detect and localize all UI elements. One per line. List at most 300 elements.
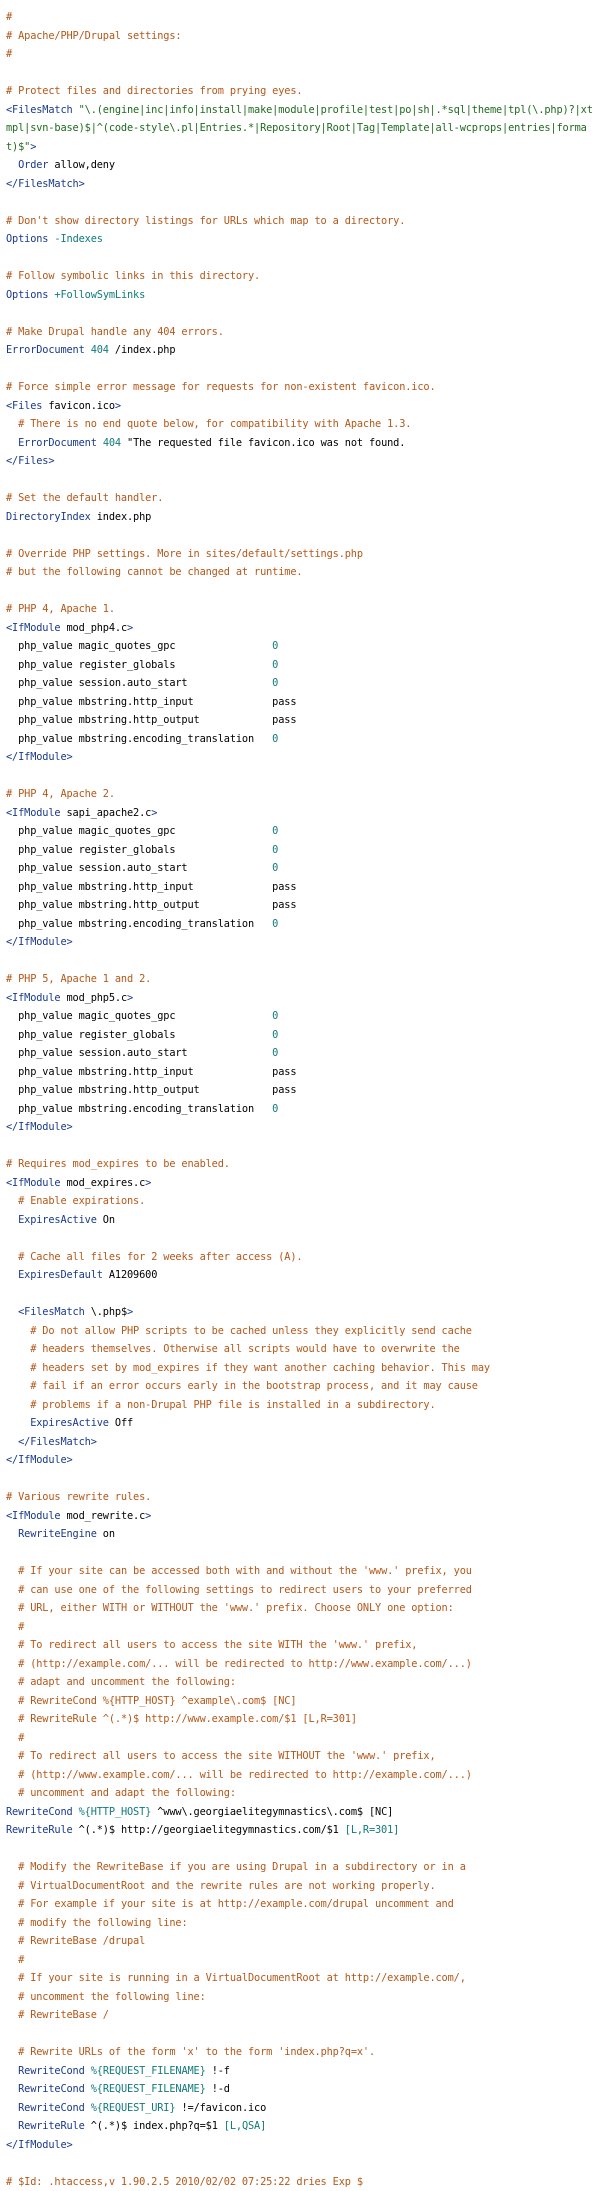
code-token-directive: </IfModule> [6,751,73,763]
code-token-text [6,1639,18,1651]
code-token-comment: # [18,1732,24,1744]
code-token-comment: # Protect files and directories from prying eyes. [6,85,302,97]
code-line [6,1877,596,1896]
code-line [6,1377,596,1396]
code-token-directive: RewriteCond [18,2102,85,2114]
code-token-text: ^(.*)$ index.php?q=$1 [85,2120,224,2132]
code-line [6,1988,596,2007]
code-token-comment: # VirtualDocumentRoot and the rewrite rules are not working properly. [18,1880,435,1892]
code-line [6,1803,596,1822]
code-line [6,8,596,27]
code-line [6,1414,596,1433]
code-line [6,1359,596,1378]
code-token-text [6,1251,18,1263]
code-token-value: 0 [272,659,278,671]
code-line [6,415,596,434]
code-token-text [6,2120,18,2132]
code-token-text: php_value magic_quotes_gpc [6,825,272,837]
code-token-directive: ExpiresActive [18,1214,97,1226]
code-line [6,730,596,749]
code-token-directive: <IfModule [6,807,60,819]
code-line [6,1710,596,1729]
code-token-value: [L,R=301] [345,1824,399,1836]
code-line [6,1063,596,1082]
code-token-text [6,1787,18,1799]
code-token-text: /index.php [109,344,176,356]
code-line [6,989,596,1008]
code-line [6,1581,596,1600]
code-line [6,2006,596,2025]
code-token-comment: # can use one of the following settings to redirect users to your preferred [18,1584,472,1596]
code-token-text: Off [109,1417,133,1429]
code-line [6,378,596,397]
code-token-text [6,2065,18,2077]
code-token-value: %{REQUEST_FILENAME} [91,2083,206,2095]
code-token-directive: <IfModule [6,992,60,1004]
code-line [6,600,596,619]
code-line [6,526,596,545]
code-token-value: 0 [272,1029,278,1041]
code-token-text [6,1991,18,2003]
code-token-text [6,1565,18,1577]
code-token-text [6,1306,18,1318]
code-token-value: 0 [272,862,278,874]
code-token-text [6,1769,18,1781]
code-line [6,1821,596,1840]
code-token-directive: ExpiresActive [30,1417,109,1429]
code-line [6,1784,596,1803]
code-token-comment: # headers themselves. Otherwise all scripts would have to overwrite the [30,1343,460,1355]
code-listing [6,8,596,2191]
code-line [6,1118,596,1137]
code-token-directive: </Files> [6,455,54,467]
code-line [6,1914,596,1933]
code-line [6,637,596,656]
code-line [6,656,596,675]
code-token-text: !-f [206,2065,230,2077]
code-line [6,1248,596,1267]
code-line [6,1562,596,1581]
code-token-directive: > [115,400,121,412]
code-token-text [6,1214,18,1226]
code-token-comment: # Override PHP settings. More in sites/default/settings.php [6,548,363,560]
code-token-text: \.php$ [85,1306,127,1318]
code-token-comment: # If your site can be accessed both with and without the 'www.' prefix, you [18,1565,472,1577]
code-line [6,471,596,490]
code-line [6,156,596,175]
code-token-text [6,1269,18,1281]
code-line [6,1951,596,1970]
code-line [6,2154,596,2173]
code-line [6,64,596,83]
code-line [6,82,596,101]
code-token-text [6,1621,18,1633]
code-token-value: %{REQUEST_FILENAME} [91,2065,206,2077]
code-token-text: !=/favicon.ico [175,2102,266,2114]
code-token-comment: # (http://example.com/... will be redirected to http://www.example.com/...) [18,1658,472,1670]
code-token-comment: # adapt and uncomment the following: [18,1676,236,1688]
code-line [6,360,596,379]
code-token-comment: # RewriteCond %{HTTP_HOST} ^example\.com$ [NC] [18,1695,296,1707]
code-line [6,2080,596,2099]
code-token-comment: # PHP 4, Apache 1. [6,603,115,615]
code-token-value: -Indexes [54,233,102,245]
code-line [6,674,596,693]
code-token-string: "\.(engine|inc|info|install|make|module|profile|test|po|sh|.*sql|theme|tpl(\.php)?|xtmpl|svn-base)$|^(code-style\.pl|Entries.*|Repository|Root|Tag|Template|all-wcprops|entries|format)$" [6,104,593,153]
code-token-text [6,1658,18,1670]
code-token-text [6,1695,18,1707]
code-token-text: on [97,1528,115,1540]
code-token-directive: ErrorDocument [6,344,85,356]
code-token-value: 0 [272,677,278,689]
code-line [6,45,596,64]
code-line [6,1007,596,1026]
code-token-directive: > [127,1306,133,1318]
code-token-comment: # Do not allow PHP scripts to be cached unless they explicitly send cache [30,1325,472,1337]
code-token-text [6,1602,18,1614]
code-token-value: 404 [103,437,121,449]
code-token-directive: </FilesMatch> [18,1436,97,1448]
code-line [6,1525,596,1544]
code-token-text [6,1380,30,1392]
code-line [6,434,596,453]
code-line [6,323,596,342]
code-token-text [6,1732,18,1744]
code-line [6,785,596,804]
code-line [6,452,596,471]
code-line [6,27,596,46]
code-line [6,397,596,416]
code-token-text [6,2102,18,2114]
code-token-value: 0 [272,640,278,652]
code-token-text: ^(.*)$ http://georgiaelitegymnastics.com/$1 [73,1824,345,1836]
code-token-directive: > [127,622,133,634]
code-line [6,1636,596,1655]
code-token-comment: # Don't show directory listings for URLs which map to a directory. [6,215,405,227]
code-token-directive: > [30,141,36,153]
code-token-directive: RewriteEngine [18,1528,97,1540]
code-token-text [6,437,18,449]
code-token-text [6,1399,30,1411]
code-token-text [6,1713,18,1725]
code-token-comment: # $Id: .htaccess,v 1.90.2.5 2010/02/02 07:25:22 dries Exp $ [6,2176,363,2188]
code-line [6,193,596,212]
code-token-directive: </IfModule> [6,1454,73,1466]
code-token-comment: # If your site is running in a VirtualDocumentRoot at http://example.com/, [18,1972,466,1984]
code-token-comment: # Rewrite URLs of the form 'x' to the form 'index.php?q=x'. [18,2046,375,2058]
code-token-text: php_value magic_quotes_gpc [6,1010,272,1022]
code-line [6,1192,596,1211]
code-token-directive: <Files [6,400,42,412]
code-line [6,1303,596,1322]
code-token-directive: Options [6,289,48,301]
code-token-text: php_value register_globals [6,1029,272,1041]
code-line [6,1655,596,1674]
code-token-text [6,1898,18,1910]
code-token-comment: # To redirect all users to access the site WITHOUT the 'www.' prefix, [18,1750,435,1762]
code-line [6,1451,596,1470]
code-line [6,1858,596,1877]
code-token-text: php_value register_globals [6,844,272,856]
code-token-directive: <FilesMatch [6,104,79,116]
code-line [6,970,596,989]
code-line [6,249,596,268]
code-token-text: php_value mbstring.http_output pass [6,899,296,911]
code-line [6,1100,596,1119]
code-token-text [6,1343,30,1355]
code-line [6,619,596,638]
code-token-value: %{HTTP_HOST} [79,1806,152,1818]
code-token-value: 0 [272,1103,278,1115]
code-token-comment: # Apache/PHP/Drupal settings: [6,30,181,42]
code-line [6,1322,596,1341]
code-token-comment: # Make Drupal handle any 404 errors. [6,326,224,338]
code-token-text: allow,deny [48,159,115,171]
code-token-text [6,418,18,430]
code-line [6,1599,596,1618]
code-token-text [6,1750,18,1762]
code-token-text: mod_php4.c [60,622,127,634]
code-line [6,1340,596,1359]
code-token-directive: </FilesMatch> [6,178,85,190]
code-line [6,1895,596,1914]
code-line [6,2025,596,2044]
code-token-text: sapi_apache2.c [60,807,151,819]
code-token-comment: # For example if your site is at http://example.com/drupal uncomment and [18,1898,454,1910]
code-token-text: ^www\.georgiaelitegymnastics\.com$ [NC] [151,1806,393,1818]
code-token-comment: # Various rewrite rules. [6,1491,151,1503]
code-token-comment: # uncomment and adapt the following: [18,1787,236,1799]
code-token-value: 0 [272,733,278,745]
code-line [6,1229,596,1248]
code-line [6,545,596,564]
code-token-comment: # There is no end quote below, for compatibility with Apache 1.3. [18,418,411,430]
code-token-comment: # fail if an error occurs early in the bootstrap process, and it may cause [30,1380,478,1392]
code-token-text: "The requested file favicon.ico was not found. [121,437,405,449]
code-line [6,1488,596,1507]
code-line [6,748,596,767]
code-line [6,1155,596,1174]
code-token-comment: # RewriteBase / [18,2009,109,2021]
code-token-text: php_value session.auto_start [6,862,272,874]
code-line [6,2043,596,2062]
code-token-directive: ExpiresDefault [18,1269,103,1281]
code-line [6,508,596,527]
code-line [6,767,596,786]
code-line [6,1396,596,1415]
code-line [6,286,596,305]
code-line [6,1766,596,1785]
code-line [6,841,596,860]
code-line [6,1969,596,1988]
code-line [6,693,596,712]
code-line [6,2117,596,2136]
code-token-directive: <IfModule [6,1510,60,1522]
code-token-comment: # Requires mod_expires to be enabled. [6,1158,230,1170]
code-token-value: +FollowSymLinks [54,289,145,301]
code-token-directive: <IfModule [6,1177,60,1189]
code-token-value: 0 [272,1010,278,1022]
code-token-comment: # PHP 4, Apache 2. [6,788,115,800]
code-token-directive: RewriteCond [18,2083,85,2095]
code-token-value: 0 [272,825,278,837]
code-line [6,341,596,360]
code-token-value: 0 [272,844,278,856]
code-token-text [6,2083,18,2095]
code-line [6,878,596,897]
code-token-comment: # Force simple error message for requests for non-existent favicon.ico. [6,381,436,393]
code-token-comment: # [18,1621,24,1633]
code-token-directive: </IfModule> [6,2139,73,2151]
code-line [6,582,596,601]
code-token-text: php_value mbstring.http_output pass [6,714,296,726]
code-token-directive: <FilesMatch [18,1306,85,1318]
code-token-directive: Options [6,233,48,245]
code-token-directive: ErrorDocument [18,437,97,449]
code-line [6,267,596,286]
code-line [6,711,596,730]
code-line [6,304,596,323]
code-token-text: php_value mbstring.http_input pass [6,696,296,708]
code-line [6,2062,596,2081]
code-token-comment: # URL, either WITH or WITHOUT the 'www.' prefix. Choose ONLY one option: [18,1602,454,1614]
code-token-text: php_value mbstring.http_output pass [6,1084,296,1096]
code-line [6,1692,596,1711]
code-token-comment: # (http://www.example.com/... will be redirected to http://example.com/...) [18,1769,472,1781]
code-line [6,1932,596,1951]
code-token-text [6,1584,18,1596]
code-token-directive: <IfModule [6,622,60,634]
code-line [6,1729,596,1748]
code-token-directive: DirectoryIndex [6,511,91,523]
code-line [6,1026,596,1045]
code-token-comment: # RewriteBase /drupal [18,1935,145,1947]
code-line [6,822,596,841]
code-line [6,1673,596,1692]
code-token-text: php_value mbstring.encoding_translation [6,1103,272,1115]
code-token-directive: </IfModule> [6,936,73,948]
code-token-directive: RewriteRule [6,1824,73,1836]
code-line [6,2099,596,2118]
code-line [6,1618,596,1637]
code-token-comment: # problems if a non-Drupal PHP file is installed in a subdirectory. [30,1399,435,1411]
code-token-text: php_value mbstring.http_input pass [6,881,296,893]
code-line [6,804,596,823]
code-token-text: !-d [206,2083,230,2095]
code-token-comment: # uncomment the following line: [18,1991,206,2003]
code-token-text: php_value register_globals [6,659,272,671]
code-line [6,1266,596,1285]
code-token-comment: # [6,48,12,60]
code-line [6,212,596,231]
code-token-text [6,1861,18,1873]
code-token-text: php_value magic_quotes_gpc [6,640,272,652]
code-token-directive: > [145,1510,151,1522]
code-token-value: 0 [272,1047,278,1059]
code-line [6,1433,596,1452]
code-token-text [6,1325,30,1337]
code-line [6,101,596,157]
code-line [6,230,596,249]
code-token-directive: > [145,1177,151,1189]
code-line [6,1285,596,1304]
code-token-comment: # but the following cannot be changed at runtime. [6,566,302,578]
code-token-text [6,1195,18,1207]
code-line [6,2173,596,2191]
code-token-text [6,2046,18,2058]
code-line [6,915,596,934]
code-token-value: 404 [91,344,109,356]
code-token-text: A1209600 [103,1269,157,1281]
code-token-text [6,1972,18,1984]
code-token-text [6,1676,18,1688]
code-token-comment: # [18,1954,24,1966]
code-line [6,933,596,952]
code-line [6,563,596,582]
code-token-text [6,1880,18,1892]
code-token-comment: # Modify the RewriteBase if you are using Drupal in a subdirectory or in a [18,1861,466,1873]
code-token-directive: </IfModule> [6,1121,73,1133]
code-token-value: [L,QSA] [224,2120,266,2132]
code-token-value: %{REQUEST_URI} [91,2102,176,2114]
code-line [6,1544,596,1563]
code-token-text [6,1935,18,1947]
code-token-text: php_value mbstring.encoding_translation [6,918,272,930]
code-line [6,1137,596,1156]
code-token-text [6,1528,18,1540]
code-token-text [6,1362,30,1374]
code-token-directive: RewriteCond [18,2065,85,2077]
code-line [6,2136,596,2155]
code-line [6,1044,596,1063]
code-token-text: php_value mbstring.http_input pass [6,1066,296,1078]
code-token-comment: # RewriteRule ^(.*)$ http://www.example.com/$1 [L,R=301] [18,1713,357,1725]
code-token-text [6,1436,18,1448]
code-token-text: php_value mbstring.encoding_translation [6,733,272,745]
code-line [6,1081,596,1100]
code-token-text: php_value session.auto_start [6,677,272,689]
code-line [6,175,596,194]
code-token-directive: > [151,807,157,819]
code-token-text [6,1954,18,1966]
code-line [6,489,596,508]
code-token-directive: Order [18,159,48,171]
code-token-text: mod_rewrite.c [60,1510,145,1522]
code-line [6,1470,596,1489]
code-token-comment: # headers set by mod_expires if they want another caching behavior. This may [30,1362,490,1374]
code-token-comment: # modify the following line: [18,1917,187,1929]
code-token-directive: > [127,992,133,1004]
code-line [6,859,596,878]
code-token-text [6,159,18,171]
code-token-text [6,1417,30,1429]
code-line [6,1507,596,1526]
code-line [6,896,596,915]
code-token-text: mod_php5.c [60,992,127,1004]
code-line [6,952,596,971]
code-token-comment: # Cache all files for 2 weeks after access (A). [18,1251,302,1263]
code-line [6,1747,596,1766]
code-line [6,1840,596,1859]
code-line [6,1211,596,1230]
code-token-comment: # PHP 5, Apache 1 and 2. [6,973,151,985]
code-token-directive: RewriteCond [6,1806,73,1818]
code-token-text: index.php [91,511,152,523]
code-token-directive: RewriteRule [18,2120,85,2132]
code-token-text: mod_expires.c [60,1177,145,1189]
code-token-comment: # Enable expirations. [18,1195,145,1207]
code-token-text: php_value session.auto_start [6,1047,272,1059]
